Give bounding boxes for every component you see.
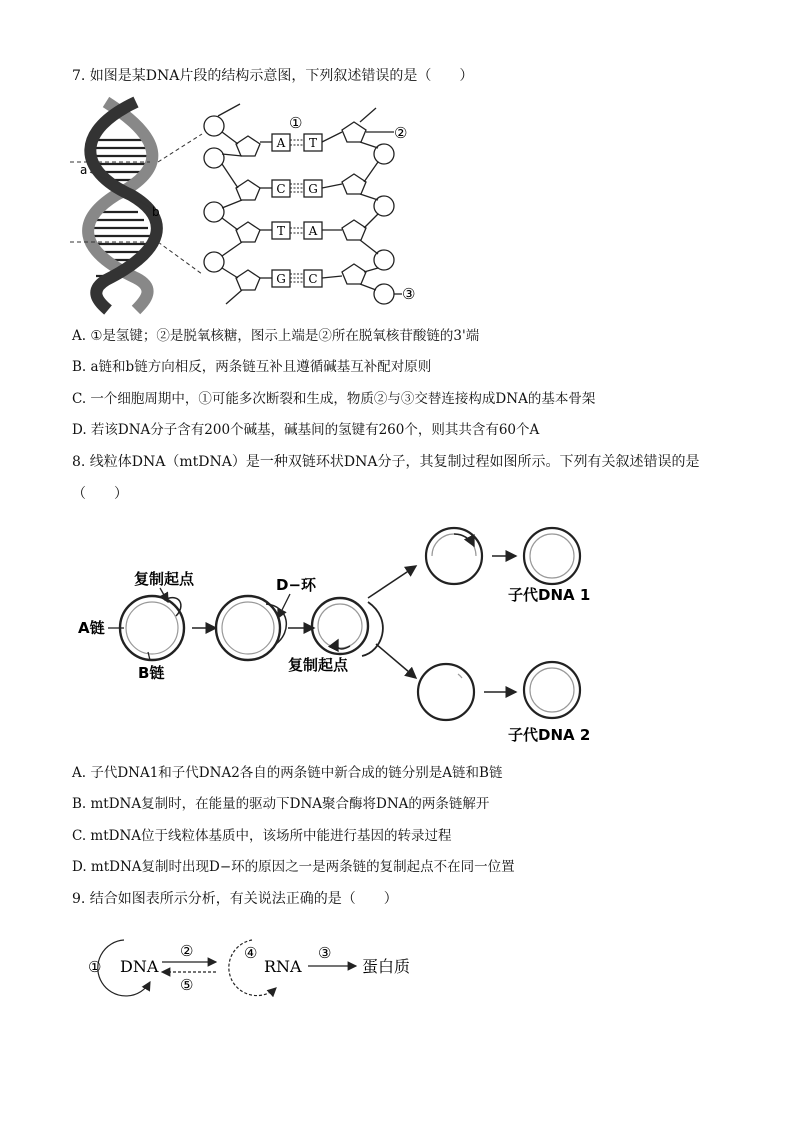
label-2: ② xyxy=(180,942,194,960)
dna-label: DNA xyxy=(120,957,159,976)
strand-b-label: b xyxy=(152,205,160,219)
q8-option-a: A. 子代DNA1和子代DNA2各自的两条链中新合成的链分别是A链和B链 xyxy=(72,765,503,781)
origin-label-bottom: 复制起点 xyxy=(288,656,349,674)
dna-ladder-figure xyxy=(196,108,426,308)
base-label: G xyxy=(308,182,318,196)
base-label: A xyxy=(308,224,318,238)
q8-option-b: B. mtDNA复制时，在能量的驱动下DNA聚合酶将DNA的两条链解开 xyxy=(72,796,490,812)
rna-label: RNA xyxy=(264,957,302,976)
marker-1: ① xyxy=(289,114,303,132)
deoxyribose-pentagon xyxy=(236,222,260,242)
mtdna-circle-replicating xyxy=(312,598,383,656)
label-5: ⑤ xyxy=(180,976,194,994)
base-label: T xyxy=(308,136,318,150)
label-3: ③ xyxy=(318,944,332,962)
phosphate-circle xyxy=(204,116,224,136)
mtdna-circle-d-loop xyxy=(216,596,286,660)
q8-option-c: C. mtDNA位于线粒体基质中，该场所中能进行基因的转录过程 xyxy=(72,828,452,844)
base-label: C xyxy=(308,272,318,286)
deoxyribose-pentagon xyxy=(236,180,260,200)
strand-a-label: A链 xyxy=(78,619,105,637)
deoxyribose-pentagon xyxy=(342,264,366,284)
deoxyribose-pentagon xyxy=(236,136,260,156)
protein-label: 蛋白质 xyxy=(362,957,411,976)
mtdna-circle-initial xyxy=(120,596,184,660)
deoxyribose-pentagon xyxy=(342,174,366,194)
q9-stem: 9. 结合如图表所示分析，有关说法正确的是（ ） xyxy=(72,891,398,907)
marker-3: ③ xyxy=(402,285,416,303)
daughter-dna-1-circle xyxy=(524,528,580,584)
base-label: G xyxy=(276,272,286,286)
phosphate-circle xyxy=(204,148,224,168)
daughter-dna-1-label: 子代DNA 1 xyxy=(508,586,591,604)
phosphate-circle xyxy=(374,284,394,304)
central-dogma-figure xyxy=(80,936,440,1000)
marker-2: ② xyxy=(394,124,408,142)
deoxyribose-pentagon xyxy=(342,220,366,240)
daughter-dna-2-circle xyxy=(524,662,580,718)
q7-stem: 7. 如图是某DNA片段的结构示意图，下列叙述错误的是（ ） xyxy=(72,68,474,84)
strand-a-label: a xyxy=(80,163,88,177)
label-1: ① xyxy=(88,958,102,976)
deoxyribose-pentagon xyxy=(342,122,366,142)
q7-option-d: D. 若该DNA分子含有200个碱基，碱基间的氢键有260个，则其共含有60个A xyxy=(72,422,540,438)
origin-label-top: 复制起点 xyxy=(134,570,195,588)
mtdna-circle-intermediate-1 xyxy=(426,528,482,584)
mtdna-circle-intermediate-2 xyxy=(418,664,474,720)
deoxyribose-pentagon xyxy=(236,270,260,290)
phosphate-circle xyxy=(204,202,224,222)
q8-option-d: D. mtDNA复制时出现D−环的原因之一是两条链的复制起点不在同一位置 xyxy=(72,859,515,875)
daughter-dna-2-label: 子代DNA 2 xyxy=(508,726,591,744)
q7-option-c: C. 一个细胞周期中，①可能多次断裂和生成，物质②与③交替连接构成DNA的基本骨架 xyxy=(72,391,596,407)
label-4: ④ xyxy=(244,944,258,962)
q7-option-b: B. a链和b链方向相反，两条链互补且遵循碱基互补配对原则 xyxy=(72,359,432,375)
q8-stem-line2: （ ） xyxy=(72,486,128,502)
base-label: C xyxy=(276,182,286,196)
base-label: A xyxy=(276,136,286,150)
projection-lines xyxy=(70,130,210,280)
d-loop-label: D−环 xyxy=(276,576,317,594)
phosphate-circle xyxy=(204,252,224,272)
q8-stem-line1: 8. 线粒体DNA（mtDNA）是一种双链环状DNA分子，其复制过程如图所示。下列有关叙述错误的是 xyxy=(72,454,700,470)
q7-option-a: A. ①是氢键；②是脱氧核糖，图示上端是②所在脱氧核苷酸链的3'端 xyxy=(72,328,480,344)
strand-b-label: B链 xyxy=(138,664,165,682)
base-label: T xyxy=(276,224,286,238)
mtdna-replication-figure xyxy=(76,520,606,748)
